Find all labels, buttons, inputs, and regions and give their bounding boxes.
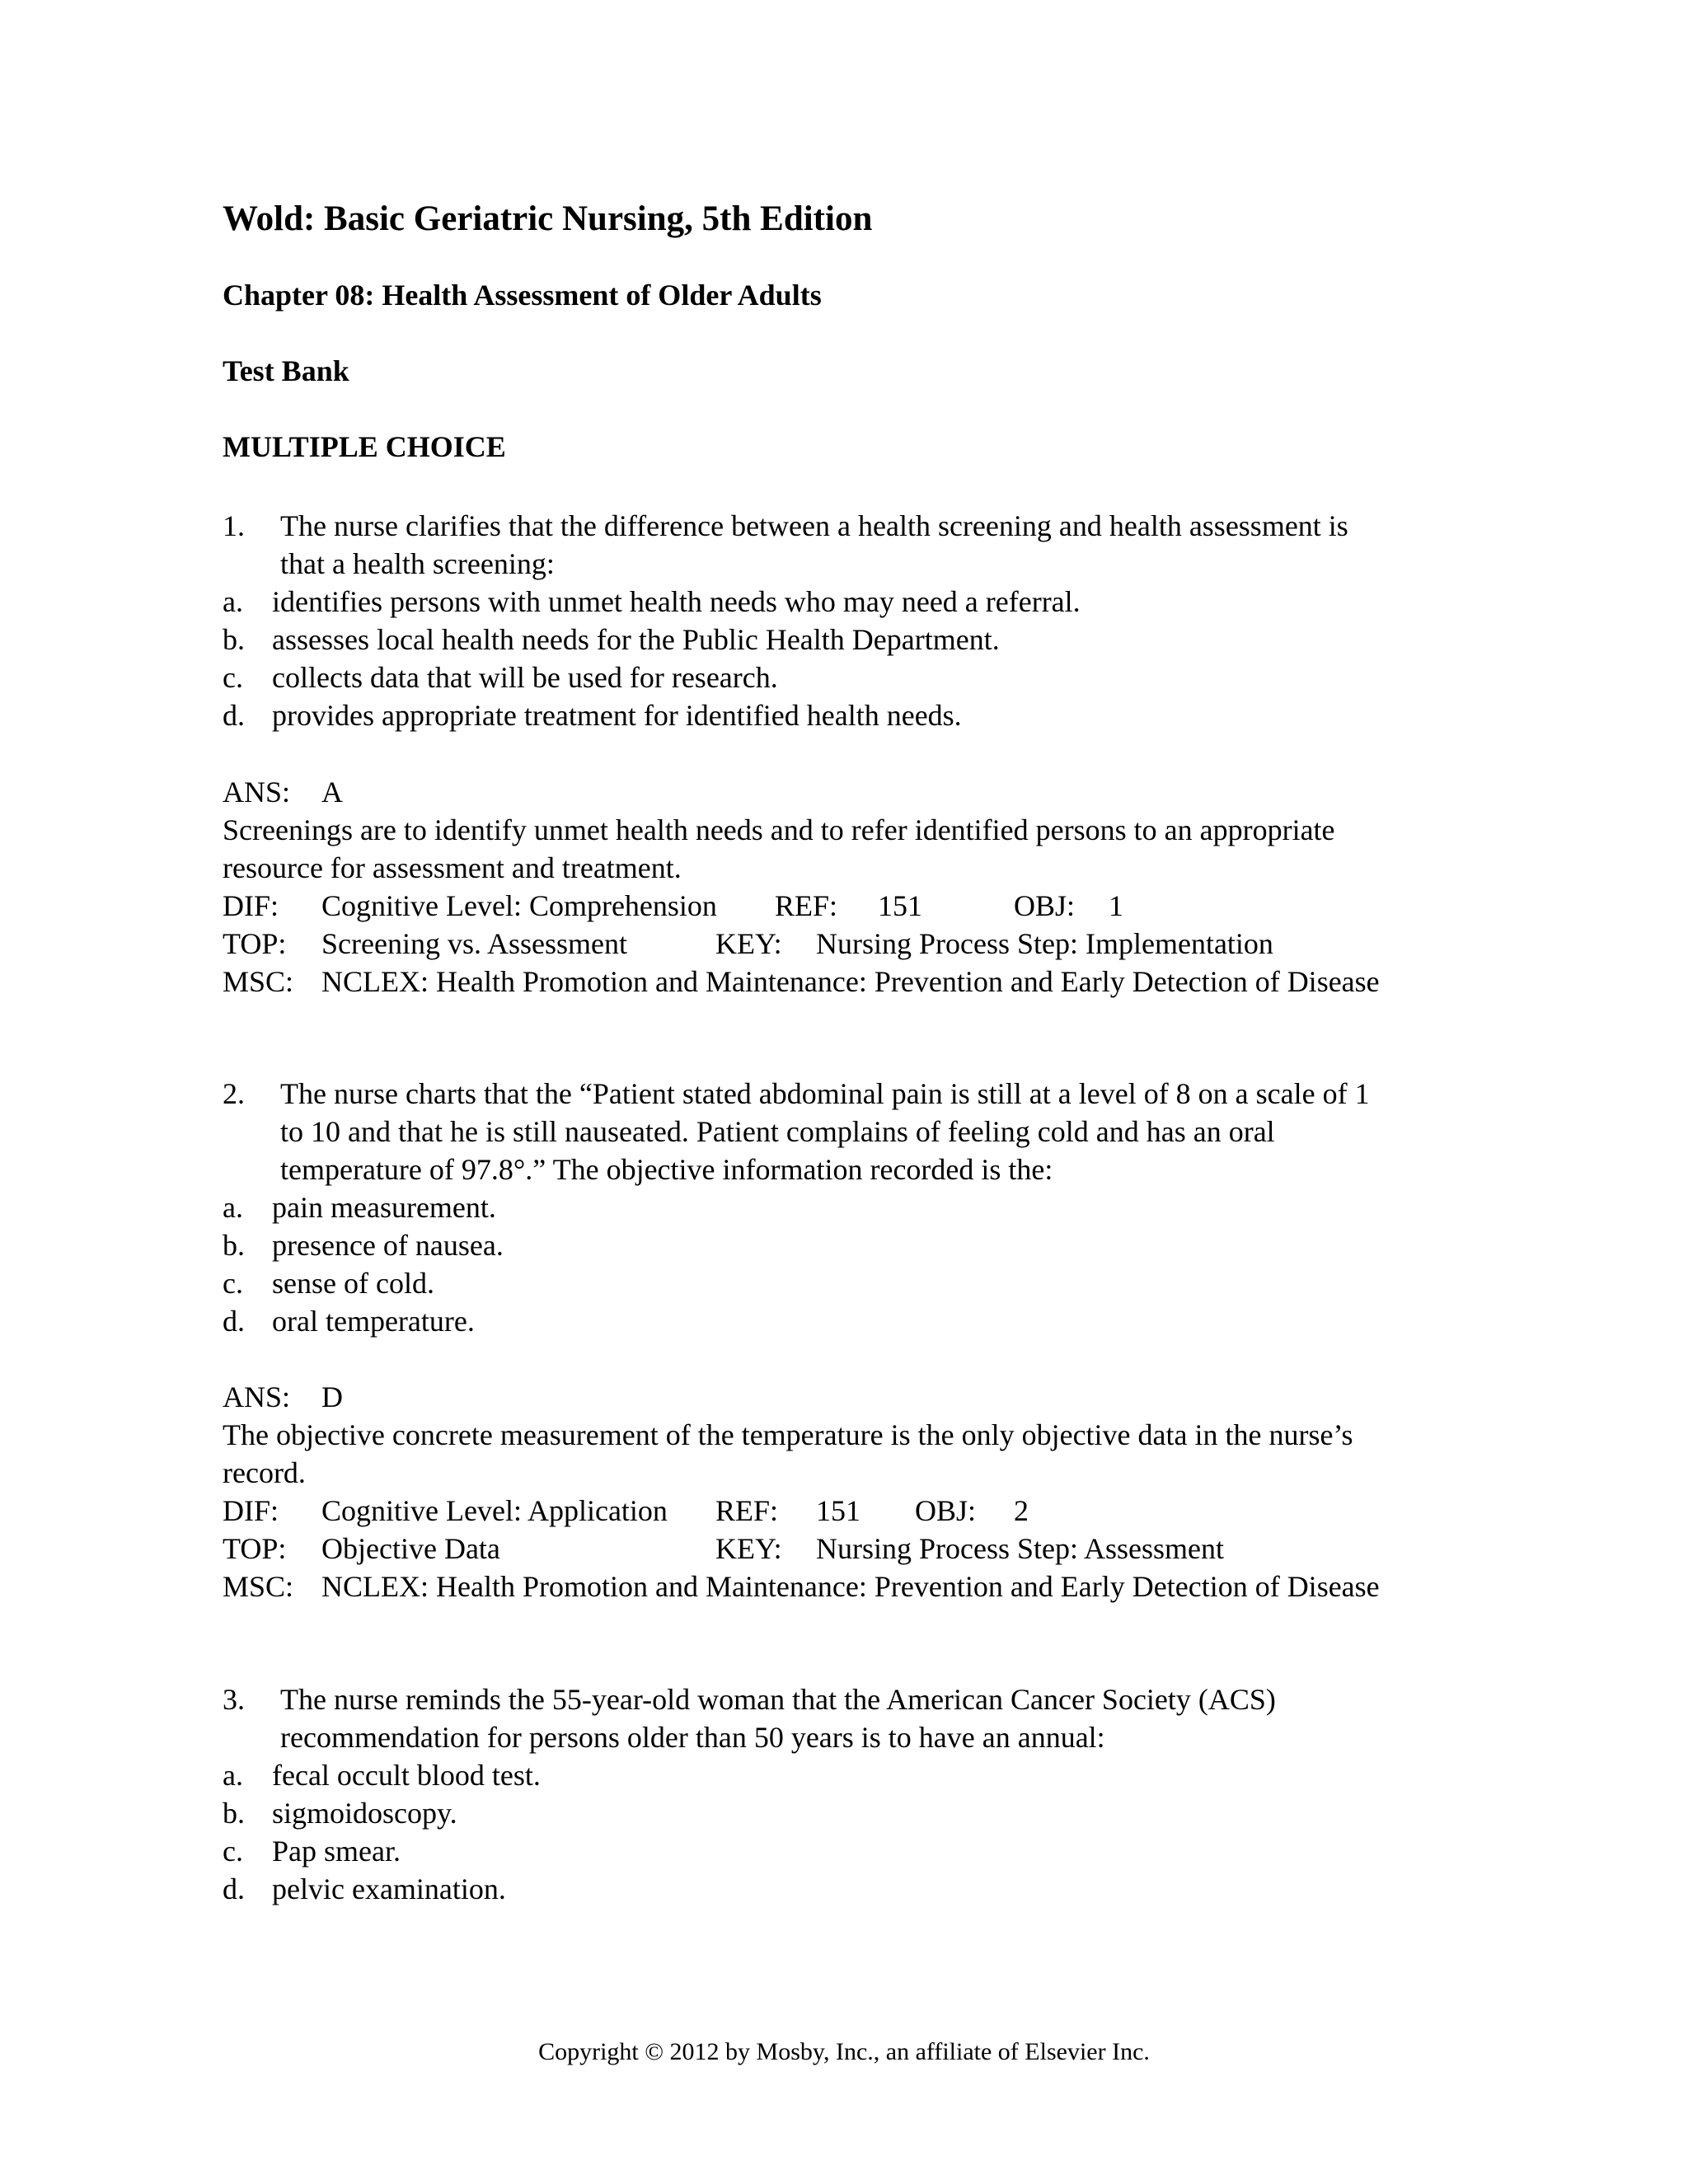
option-text: pain measurement. xyxy=(272,1191,496,1224)
option-letter: b. xyxy=(223,1797,245,1830)
dif-value: Cognitive Level: Application xyxy=(321,1494,668,1527)
chapter-title: Chapter 08: Health Assessment of Older Adults xyxy=(223,279,822,312)
option-a xyxy=(223,583,1393,621)
obj-label: OBJ: xyxy=(1014,889,1076,922)
option-text: oral temperature. xyxy=(272,1305,475,1338)
option-c xyxy=(223,658,1393,696)
option-c xyxy=(223,1264,1393,1302)
option-letter: b. xyxy=(223,623,245,656)
question-stem-row xyxy=(223,1075,1393,1188)
section-heading: MULTIPLE CHOICE xyxy=(223,430,506,463)
option-letter: d. xyxy=(223,1305,245,1338)
top-label: TOP: xyxy=(223,1532,287,1565)
dif-label: DIF: xyxy=(223,889,279,922)
option-c xyxy=(223,1832,1393,1870)
question-number: 2. xyxy=(223,1077,245,1110)
key-value: Nursing Process Step: Assessment xyxy=(816,1532,1224,1565)
question-stem: The nurse clarifies that the difference between a health screening and health assessment is that a health screening: xyxy=(280,509,1348,580)
option-letter: c. xyxy=(223,1267,243,1300)
dif-ref-obj-line xyxy=(223,887,1393,925)
top-key-line xyxy=(223,925,1393,963)
option-text: identifies persons with unmet health needs who may need a referral. xyxy=(272,585,1081,618)
obj-label: OBJ: xyxy=(915,1494,977,1527)
option-a xyxy=(223,1756,1393,1794)
answer-value: D xyxy=(321,1380,343,1413)
question-stem-row xyxy=(223,507,1393,583)
dif-ref-obj-line xyxy=(223,1492,1393,1530)
option-text: pelvic examination. xyxy=(272,1872,506,1905)
answer-block-2 xyxy=(223,1378,1393,1605)
copyright-footer: Copyright © 2012 by Mosby, Inc., an affiliate of Elsevier Inc. xyxy=(538,2038,1150,2065)
option-letter: a. xyxy=(223,585,243,618)
question-stem: The nurse charts that the “Patient stated abdominal pain is still at a level of 8 on a scale of 1 to 10 and that he is still nauseated. Patient complains of feeling cold and has an oral temperature of 97.8°.” The objective information recorded is the: xyxy=(280,1077,1370,1186)
msc-value: NCLEX: Health Promotion and Maintenance: Prevention and Early Detection of Disease xyxy=(321,965,1380,998)
option-text: sense of cold. xyxy=(272,1267,434,1300)
option-d xyxy=(223,1870,1393,1908)
ref-value: 151 xyxy=(878,889,922,922)
test-bank-label: Test Bank xyxy=(223,354,349,387)
answer-rationale: The objective concrete measurement of the temperature is the only objective data in the nurse’s record. xyxy=(223,1418,1353,1489)
document-page xyxy=(223,0,1393,2184)
option-text: Pap smear. xyxy=(272,1835,401,1868)
ref-label: REF: xyxy=(715,1494,779,1527)
option-b xyxy=(223,1794,1393,1832)
answer-value: A xyxy=(321,776,343,808)
top-value: Objective Data xyxy=(321,1532,500,1565)
key-label: KEY: xyxy=(715,1532,782,1565)
msc-label: MSC: xyxy=(223,965,294,998)
answer-label: ANS: xyxy=(223,776,291,808)
option-text: collects data that will be used for research. xyxy=(272,661,778,694)
obj-value: 2 xyxy=(1014,1494,1029,1527)
top-value: Screening vs. Assessment xyxy=(321,927,627,960)
option-b xyxy=(223,621,1393,658)
option-text: presence of nausea. xyxy=(272,1229,504,1262)
option-letter: c. xyxy=(223,661,243,694)
option-d xyxy=(223,1302,1393,1340)
option-letter: d. xyxy=(223,699,245,732)
option-letter: b. xyxy=(223,1229,245,1262)
answer-line xyxy=(223,773,1393,811)
msc-label: MSC: xyxy=(223,1570,294,1603)
ref-value: 151 xyxy=(816,1494,860,1527)
option-letter: d. xyxy=(223,1872,245,1905)
answer-line xyxy=(223,1378,1393,1416)
option-letter: c. xyxy=(223,1835,243,1868)
option-letter: a. xyxy=(223,1191,243,1224)
key-value: Nursing Process Step: Implementation xyxy=(816,927,1273,960)
question-number: 3. xyxy=(223,1683,245,1716)
option-letter: a. xyxy=(223,1759,243,1792)
book-title: Wold: Basic Geriatric Nursing, 5th Edition xyxy=(223,199,873,238)
question-number: 1. xyxy=(223,509,245,542)
question-stem-row xyxy=(223,1680,1393,1756)
question-2 xyxy=(223,1075,1393,1340)
msc-line xyxy=(223,1568,1393,1605)
ref-label: REF: xyxy=(775,889,838,922)
top-label: TOP: xyxy=(223,927,287,960)
question-stem: The nurse reminds the 55-year-old woman that the American Cancer Society (ACS) recommendation for persons older than 50 years is to have an annual: xyxy=(280,1683,1276,1754)
msc-line xyxy=(223,963,1393,1001)
msc-value: NCLEX: Health Promotion and Maintenance: Prevention and Early Detection of Disease xyxy=(321,1570,1380,1603)
dif-value: Cognitive Level: Comprehension xyxy=(321,889,717,922)
question-1 xyxy=(223,507,1393,734)
answer-label: ANS: xyxy=(223,1380,291,1413)
dif-label: DIF: xyxy=(223,1494,279,1527)
option-text: fecal occult blood test. xyxy=(272,1759,541,1792)
option-text: sigmoidoscopy. xyxy=(272,1797,457,1830)
answer-block-1 xyxy=(223,773,1393,1001)
top-key-line xyxy=(223,1530,1393,1568)
option-d xyxy=(223,696,1393,734)
key-label: KEY: xyxy=(715,927,782,960)
answer-rationale: Screenings are to identify unmet health needs and to refer identified persons to an appropriate resource for assessment and treatment. xyxy=(223,813,1335,884)
obj-value: 1 xyxy=(1109,889,1123,922)
option-text: assesses local health needs for the Public Health Department. xyxy=(272,623,1000,656)
option-b xyxy=(223,1226,1393,1264)
option-a xyxy=(223,1188,1393,1226)
option-text: provides appropriate treatment for identified health needs. xyxy=(272,699,962,732)
question-3 xyxy=(223,1680,1393,1908)
